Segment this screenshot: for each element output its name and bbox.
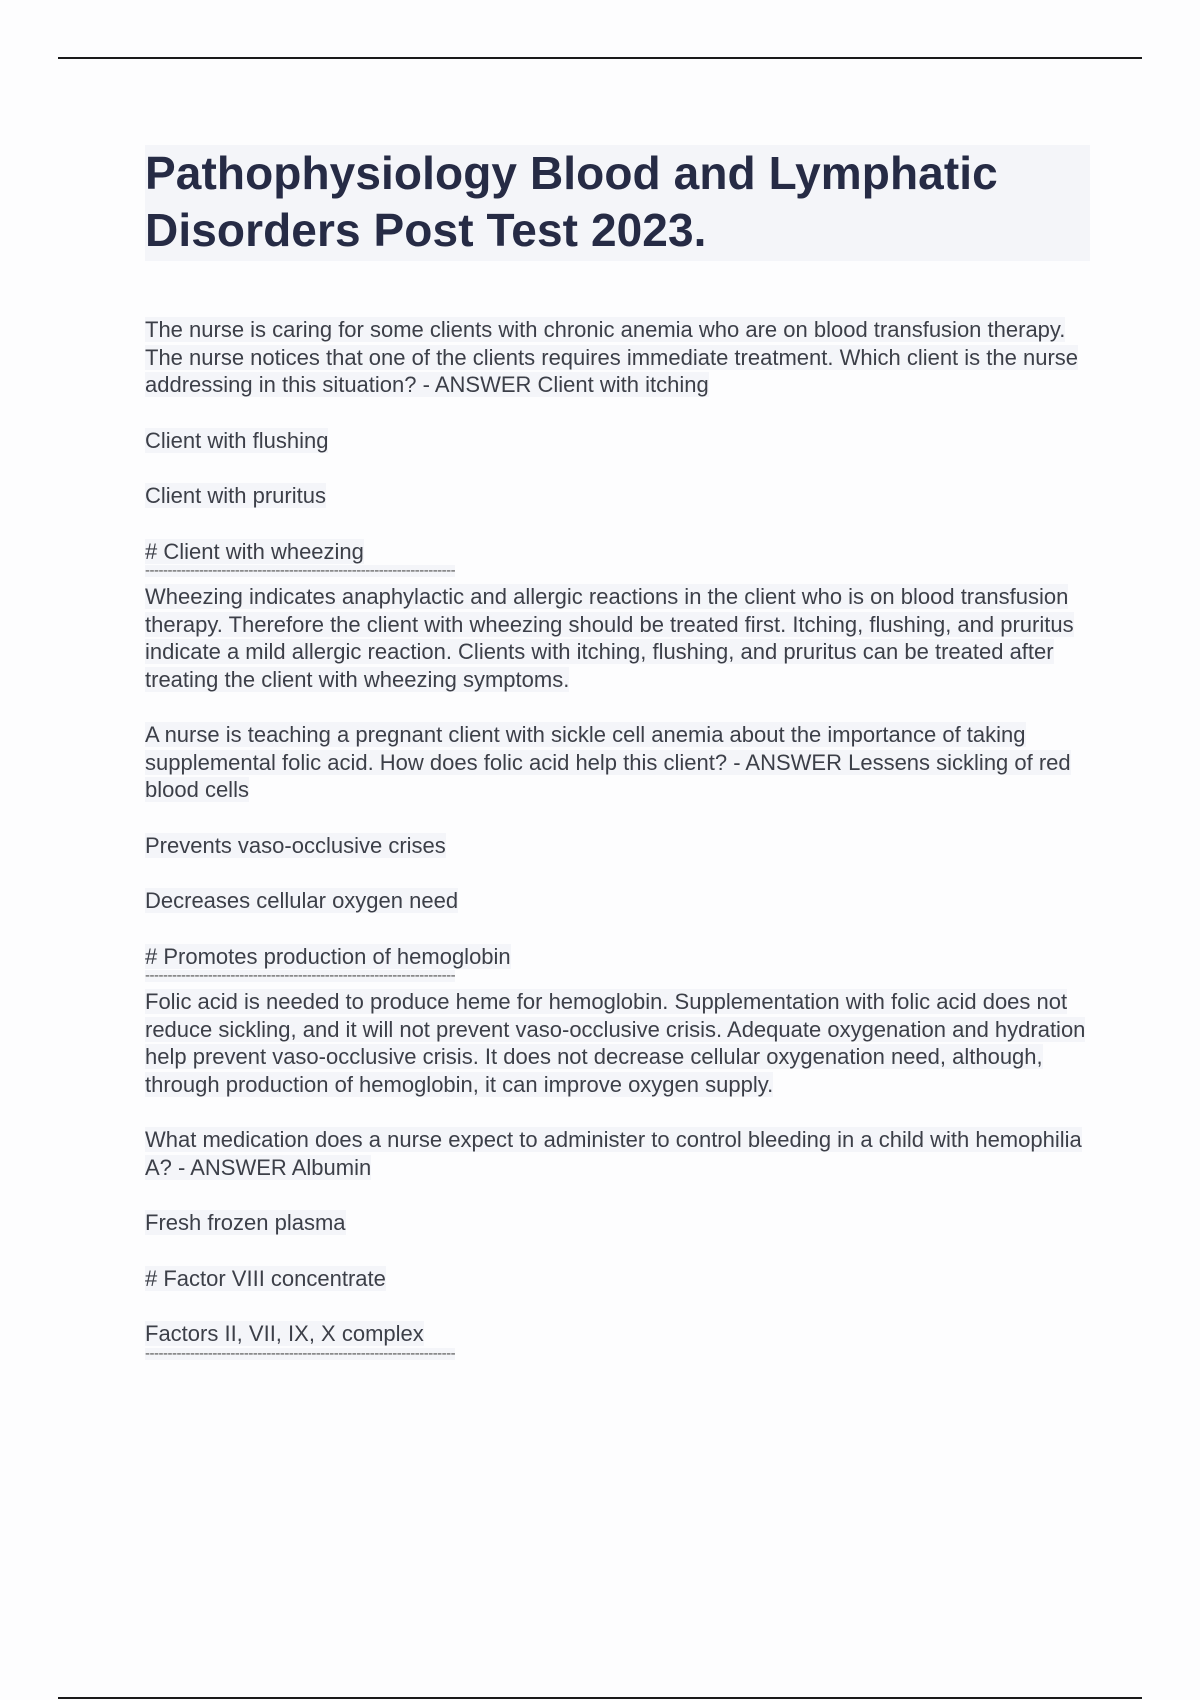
answer-option bbox=[145, 427, 1090, 455]
answer-option bbox=[145, 832, 1090, 860]
q1-option-1: Client with flushing bbox=[145, 427, 329, 453]
q1-option-2: Client with pruritus bbox=[145, 483, 326, 508]
question-text bbox=[145, 316, 1090, 399]
answer-option bbox=[145, 482, 1090, 510]
answer-option bbox=[145, 943, 1090, 971]
page-title: Pathophysiology Blood and Lymphatic Disorders Post Test 2023. bbox=[145, 147, 998, 256]
footer-rule bbox=[58, 1697, 1142, 1699]
answer-option bbox=[145, 1265, 1090, 1293]
q3-option-1: Fresh frozen plasma bbox=[145, 1210, 346, 1235]
separator bbox=[145, 970, 669, 982]
q1-option-3: # Client with wheezing bbox=[145, 538, 364, 564]
q1-rationale: Wheezing indicates anaphylactic and allergic reactions in the client who is on blood transfusion therapy. Therefore the client with wheezing should be treated first. Itching, flushing, and pruritus indicate a mild allergic reaction. Clients with itching, flushing, and pruritus can be treated after treating the client with wheezing symptoms. bbox=[145, 584, 1074, 692]
q1-separator: --------------------------------------------------------------------- bbox=[145, 565, 455, 577]
q2-separator: --------------------------------------------------------------------- bbox=[145, 970, 455, 982]
separator bbox=[145, 565, 669, 577]
q2-option-2: Decreases cellular oxygen need bbox=[145, 888, 459, 913]
answer-option bbox=[145, 887, 1090, 915]
q2-option-1: Prevents vaso-occlusive crises bbox=[145, 832, 446, 858]
question-1-text: The nurse is caring for some clients with chronic anemia who are on blood transfusion therapy. The nurse notices that one of the clients requires immediate treatment. Which client is the nurse addressing in this situation? - ANSWER Client with itching bbox=[145, 317, 1079, 397]
qa-list bbox=[145, 316, 1090, 1360]
question-3-text: What medication does a nurse expect to administer to control bleeding in a child with hemophilia A? - ANSWER Albumin bbox=[145, 1127, 1082, 1180]
question-text bbox=[145, 1126, 1090, 1181]
answer-option bbox=[145, 538, 1090, 566]
question-2-text: A nurse is teaching a pregnant client with sickle cell anemia about the importance of taking supplemental folic acid. How does folic acid help this client? - ANSWER Lessens sickling of red blood cells bbox=[145, 722, 1071, 802]
document-body bbox=[145, 145, 1090, 1360]
q3-option-2: # Factor VIII concentrate bbox=[145, 1265, 386, 1291]
q2-option-3: # Promotes production of hemoglobin bbox=[145, 943, 511, 969]
rationale bbox=[145, 583, 1090, 693]
q2-rationale: Folic acid is needed to produce heme for hemoglobin. Supplementation with folic acid does not reduce sickling, and it will not prevent vaso-occlusive crisis. Adequate oxygenation and hydration help prevent vaso-occlusive crisis. It does not decrease cellular oxygenation need, although, through production of hemoglobin, it can improve oxygen supply. bbox=[145, 989, 1086, 1097]
title-block bbox=[145, 145, 1090, 261]
question-text bbox=[145, 721, 1090, 804]
rationale bbox=[145, 988, 1090, 1098]
separator bbox=[145, 1348, 669, 1360]
q3-option-3: Factors II, VII, IX, X complex bbox=[145, 1321, 424, 1346]
answer-option bbox=[145, 1209, 1090, 1237]
answer-option bbox=[145, 1320, 1090, 1348]
header-rule bbox=[58, 57, 1142, 59]
q3-separator: --------------------------------------------------------------------- bbox=[145, 1348, 455, 1360]
